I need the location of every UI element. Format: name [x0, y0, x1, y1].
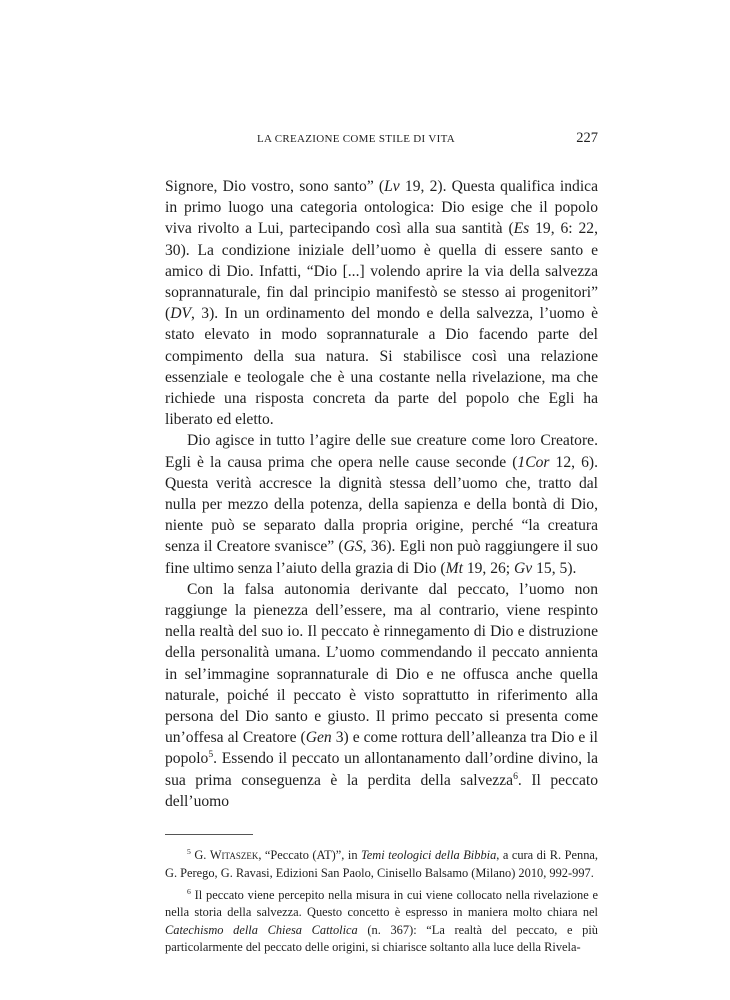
- text-run: , 36). Egli non può raggiungere il suo fine ultimo senza l’aiuto della grazia di Dio (: [165, 538, 598, 577]
- text-run: Il peccato viene percepito nella misura in cui viene collocato nella rivelazione e nella storia della salvezza. Questo concetto è espresso in maniera molto chiara nel: [165, 887, 598, 920]
- text-run: 19, 2). Questa qualifica indica in primo luogo una categoria ontologica: Dio esige che il popolo viva rivolto a Lui, partecipando così alla sua santità (: [165, 178, 598, 238]
- text-run: , 3). In un ordinamento del mondo e della salvezza, l’uomo è stato elevato in modo soprannaturale a Dio facendo parte del compimento della sua natura. Si stabilisce così una relazione essenziale e teologale che è una costante nella rivelazione, ma che richiede una risposta concreta da parte del popolo che Egli ha liberato ed eletto.: [165, 305, 598, 429]
- text-run: . Essendo il peccato un allontanamento dall’ordine divino, la sua prima conseguenza è la perdita della salvezza: [165, 750, 598, 789]
- italic-text: Es: [513, 220, 530, 238]
- italic-text: Gen: [305, 729, 332, 747]
- paragraph: [165, 176, 598, 430]
- italic-text: Catechismo della Chiesa Cattolica: [165, 922, 358, 937]
- paragraph: [165, 579, 598, 812]
- text-run: Signore, Dio vostro, sono santo” (: [165, 178, 385, 195]
- paragraph: [165, 430, 598, 578]
- italic-text: Temi teologici della Bibbia: [361, 848, 497, 863]
- page-number: 227: [576, 130, 598, 146]
- body-text: [165, 176, 598, 812]
- footnote-divider: [165, 834, 253, 835]
- book-page: [165, 128, 598, 962]
- footnote-marker: 5: [187, 846, 191, 856]
- footnote-marker: 5: [208, 749, 214, 761]
- footnote: [165, 887, 598, 957]
- italic-text: GS: [343, 538, 363, 556]
- text-run: 15, 5).: [532, 559, 577, 577]
- footnote-marker: 6: [513, 770, 518, 782]
- italic-text: Lv: [384, 178, 400, 195]
- author-name: Witaszek: [209, 848, 259, 863]
- italic-text: Gv: [514, 559, 533, 577]
- text-run: 3) e come rottura dell’alleanza tra Dio e il popolo: [165, 729, 598, 768]
- text-run: 19, 26;: [462, 559, 515, 577]
- running-head: [165, 128, 598, 152]
- text-run: Con la falsa autonomia derivante dal peccato, l’uomo non raggiunge la pienezza dell’essere, ma al contrario, viene respinto nella realtà del suo io. Il peccato è rinnegamento di Dio e distruzione della personalità umana. L’uomo commendando il peccato annienta in sel’immagine soprannaturale di Dio e ne offusca anche quella naturale, poiché il peccato è visto soprattutto in riferimento alla persona del Dio santo e giusto. Il primo peccato si presenta come un’offesa al Creatore (: [165, 580, 598, 747]
- running-title: LA CREAZIONE COME STILE DI VITA: [257, 133, 455, 145]
- footnotes: [165, 847, 598, 956]
- text-run: , “Peccato (AT)”, in: [258, 848, 362, 863]
- text-run: 19, 6: 22, 30). La condizione iniziale dell’uomo è quella di essere santo e amico di Dio. Infatti, “Dio [...] volendo aprire la via della salvezza soprannaturale, fin dal principio manifestò se stesso ai progenitori” (: [165, 220, 599, 323]
- footnote: [165, 847, 598, 882]
- italic-text: Mt: [445, 559, 463, 577]
- text-run: . Il peccato dell’uomo: [165, 771, 598, 810]
- text-run: Dio agisce in tutto l’agire delle sue creature come loro Creatore. Egli è la causa prima che opera nelle cause seconde (: [165, 432, 598, 471]
- italic-text: 1Cor: [517, 453, 550, 471]
- italic-text: DV: [170, 305, 191, 323]
- text-run: , a cura di R. Penna, G. Perego, G. Ravasi, Edizioni San Paolo, Cinisello Balsamo (Milano) 2010, 992-997.: [165, 848, 598, 880]
- footnote-marker: 6: [187, 886, 191, 896]
- text-run: G.: [190, 848, 210, 863]
- text-run: (n. 367): “La realtà del peccato, e più particolarmente del peccato delle origini, si chiarisce soltanto alla luce della Rivela-: [165, 922, 598, 955]
- text-run: 12, 6). Questa verità accresce la dignità stessa dell’uomo che, tratto dal nulla per mezzo della potenza, della sapienza e della bontà di Dio, niente può se separato dalla propria origine, perché “la creatura senza il Creatore svanisce” (: [165, 453, 598, 556]
